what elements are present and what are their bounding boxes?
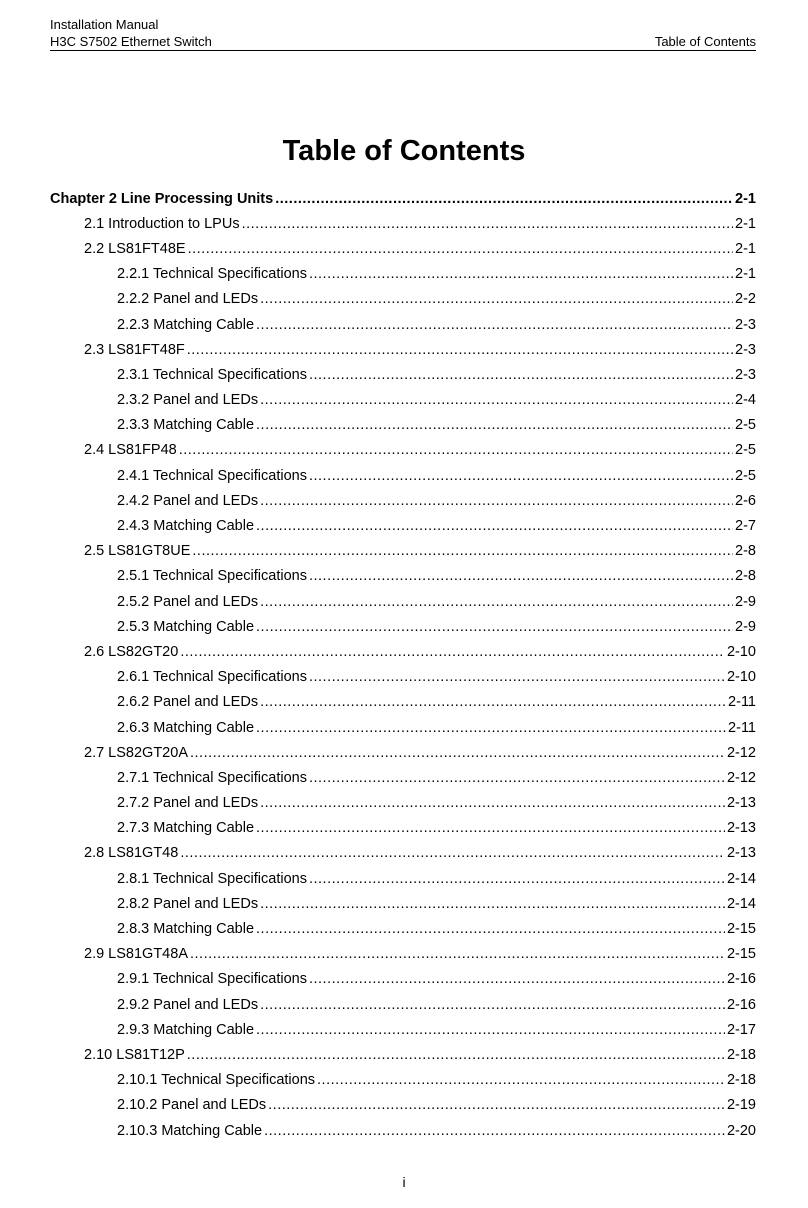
toc-entry[interactable] bbox=[50, 841, 756, 866]
toc-entry-label: 2.5 LS81GT8UE bbox=[84, 543, 191, 560]
toc-dot-leader bbox=[317, 1070, 725, 1090]
toc-entry-label: 2.8.3 Matching Cable bbox=[117, 921, 255, 938]
page-title: Table of Contents bbox=[282, 135, 526, 168]
toc-entry[interactable] bbox=[50, 639, 756, 664]
toc-entry[interactable] bbox=[50, 1118, 756, 1143]
toc-dot-leader bbox=[192, 541, 733, 561]
toc-entry-page: 2-18 bbox=[726, 1072, 756, 1089]
header-manual-title: Installation Manual bbox=[50, 17, 159, 32]
toc-dot-leader bbox=[309, 667, 725, 687]
toc-entry-label: 2.3.1 Technical Specifications bbox=[117, 366, 307, 383]
toc-dot-leader bbox=[179, 440, 733, 460]
toc-entry-label: 2.6.1 Technical Specifications bbox=[117, 669, 307, 686]
toc-entry-label: Chapter 2 Line Processing Units bbox=[50, 190, 274, 207]
toc-entry-page: 2-5 bbox=[735, 442, 756, 459]
toc-entry-page: 2-16 bbox=[726, 996, 756, 1013]
toc-entry[interactable] bbox=[50, 690, 756, 715]
toc-entry[interactable] bbox=[50, 211, 756, 236]
toc-dot-leader bbox=[309, 466, 733, 486]
toc-dot-leader bbox=[256, 315, 733, 335]
toc-entry[interactable] bbox=[50, 539, 756, 564]
toc-entry[interactable] bbox=[50, 1093, 756, 1118]
toc-dot-leader bbox=[309, 264, 733, 284]
toc-entry[interactable] bbox=[50, 765, 756, 790]
toc-entry-label: 2.5.1 Technical Specifications bbox=[117, 568, 307, 585]
toc-entry[interactable] bbox=[50, 589, 756, 614]
toc-dot-leader bbox=[268, 1095, 725, 1115]
toc-entry-page: 2-2 bbox=[735, 291, 756, 308]
toc-entry[interactable] bbox=[50, 740, 756, 765]
toc-dot-leader bbox=[256, 415, 733, 435]
toc-entry-page: 2-12 bbox=[726, 744, 756, 761]
toc-entry-label: 2.4.3 Matching Cable bbox=[117, 518, 255, 535]
page-number: i bbox=[402, 1174, 406, 1190]
toc-entry-page: 2-4 bbox=[735, 392, 756, 409]
toc-entry-label: 2.4.2 Panel and LEDs bbox=[117, 492, 259, 509]
toc-dot-leader bbox=[260, 289, 733, 309]
toc-entry[interactable] bbox=[50, 186, 756, 211]
toc-dot-leader bbox=[256, 1020, 725, 1040]
toc-dot-leader bbox=[309, 365, 733, 385]
toc-dot-leader bbox=[309, 969, 725, 989]
toc-entry[interactable] bbox=[50, 438, 756, 463]
toc-entry-page: 2-1 bbox=[735, 240, 756, 257]
toc-entry[interactable] bbox=[50, 715, 756, 740]
toc-entry-page: 2-17 bbox=[726, 1021, 756, 1038]
toc-entry[interactable] bbox=[50, 388, 756, 413]
toc-entry-page: 2-14 bbox=[726, 895, 756, 912]
toc-entry-page: 2-12 bbox=[726, 769, 756, 786]
toc-entry-page: 2-16 bbox=[726, 971, 756, 988]
toc-entry-label: 2.3.2 Panel and LEDs bbox=[117, 392, 259, 409]
toc-entry-page: 2-10 bbox=[726, 669, 756, 686]
toc-entry-label: 2.9.2 Panel and LEDs bbox=[117, 996, 259, 1013]
toc-entry-label: 2.9.1 Technical Specifications bbox=[117, 971, 307, 988]
toc-entry[interactable] bbox=[50, 665, 756, 690]
toc-entry-label: 2.7.3 Matching Cable bbox=[117, 820, 255, 837]
toc-dot-leader bbox=[256, 818, 725, 838]
toc-dot-leader bbox=[275, 189, 733, 209]
toc-entry-label: 2.5.3 Matching Cable bbox=[117, 618, 255, 635]
toc-entry-page: 2-11 bbox=[728, 719, 756, 736]
toc-entry-label: 2.2 LS81FT48E bbox=[84, 240, 186, 257]
table-of-contents bbox=[50, 186, 756, 1143]
toc-entry-label: 2.10 LS81T12P bbox=[84, 1046, 185, 1063]
toc-dot-leader bbox=[260, 894, 725, 914]
toc-entry-page: 2-1 bbox=[735, 215, 756, 232]
toc-entry-page: 2-20 bbox=[726, 1122, 756, 1139]
toc-entry-label: 2.9 LS81GT48A bbox=[84, 946, 188, 963]
toc-entry-page: 2-9 bbox=[735, 593, 756, 610]
toc-entry-page: 2-8 bbox=[735, 543, 756, 560]
toc-entry-page: 2-3 bbox=[735, 316, 756, 333]
toc-entry-label: 2.3.3 Matching Cable bbox=[117, 417, 255, 434]
toc-entry-page: 2-13 bbox=[726, 820, 756, 837]
toc-entry-page: 2-3 bbox=[735, 366, 756, 383]
toc-entry[interactable] bbox=[50, 262, 756, 287]
toc-dot-leader bbox=[188, 239, 733, 259]
toc-entry[interactable] bbox=[50, 1068, 756, 1093]
toc-entry[interactable] bbox=[50, 614, 756, 639]
toc-entry-page: 2-5 bbox=[735, 467, 756, 484]
toc-dot-leader bbox=[309, 566, 733, 586]
toc-entry-page: 2-13 bbox=[726, 845, 756, 862]
toc-dot-leader bbox=[264, 1121, 725, 1141]
toc-entry-label: 2.2.1 Technical Specifications bbox=[117, 266, 307, 283]
toc-entry-page: 2-5 bbox=[735, 417, 756, 434]
toc-dot-leader bbox=[260, 995, 725, 1015]
toc-entry-label: 2.8.2 Panel and LEDs bbox=[117, 895, 259, 912]
toc-entry-label: 2.6 LS82GT20 bbox=[84, 643, 179, 660]
toc-entry-label: 2.2.2 Panel and LEDs bbox=[117, 291, 259, 308]
toc-entry[interactable] bbox=[50, 362, 756, 387]
toc-entry[interactable] bbox=[50, 413, 756, 438]
toc-entry-label: 2.4 LS81FP48 bbox=[84, 442, 177, 459]
toc-entry-label: 2.4.1 Technical Specifications bbox=[117, 467, 307, 484]
toc-dot-leader bbox=[260, 692, 726, 712]
toc-entry-page: 2-1 bbox=[735, 190, 756, 207]
toc-dot-leader bbox=[256, 718, 726, 738]
toc-entry-label: 2.1 Introduction to LPUs bbox=[84, 215, 240, 232]
toc-entry-page: 2-19 bbox=[726, 1097, 756, 1114]
toc-entry-label: 2.9.3 Matching Cable bbox=[117, 1021, 255, 1038]
toc-dot-leader bbox=[260, 793, 725, 813]
toc-dot-leader bbox=[256, 919, 725, 939]
toc-entry-label: 2.6.2 Panel and LEDs bbox=[117, 694, 259, 711]
toc-entry-page: 2-9 bbox=[735, 618, 756, 635]
toc-entry-label: 2.5.2 Panel and LEDs bbox=[117, 593, 259, 610]
toc-dot-leader bbox=[309, 768, 725, 788]
toc-entry[interactable] bbox=[50, 1017, 756, 1042]
toc-entry-label: 2.2.3 Matching Cable bbox=[117, 316, 255, 333]
toc-dot-leader bbox=[180, 843, 725, 863]
toc-entry-page: 2-15 bbox=[726, 946, 756, 963]
toc-entry-page: 2-1 bbox=[735, 266, 756, 283]
toc-dot-leader bbox=[260, 390, 733, 410]
header-divider bbox=[50, 50, 756, 51]
toc-entry[interactable] bbox=[50, 1042, 756, 1067]
toc-entry-page: 2-3 bbox=[735, 341, 756, 358]
toc-entry-label: 2.7.1 Technical Specifications bbox=[117, 769, 307, 786]
toc-entry-page: 2-18 bbox=[726, 1046, 756, 1063]
page-header bbox=[50, 16, 756, 50]
toc-entry[interactable] bbox=[50, 463, 756, 488]
toc-entry-label: 2.3 LS81FT48F bbox=[84, 341, 185, 358]
toc-entry-label: 2.6.3 Matching Cable bbox=[117, 719, 255, 736]
toc-entry-page: 2-6 bbox=[735, 492, 756, 509]
header-section-name: Table of Contents bbox=[654, 34, 756, 49]
toc-entry[interactable] bbox=[50, 791, 756, 816]
toc-entry-label: 2.10.2 Panel and LEDs bbox=[117, 1097, 267, 1114]
toc-entry-page: 2-11 bbox=[728, 694, 756, 711]
toc-entry[interactable] bbox=[50, 312, 756, 337]
toc-entry[interactable] bbox=[50, 942, 756, 967]
toc-dot-leader bbox=[256, 516, 733, 536]
toc-dot-leader bbox=[260, 491, 733, 511]
toc-entry[interactable] bbox=[50, 236, 756, 261]
toc-entry[interactable] bbox=[50, 287, 756, 312]
toc-dot-leader bbox=[260, 592, 733, 612]
toc-entry-page: 2-7 bbox=[735, 518, 756, 535]
toc-entry[interactable] bbox=[50, 967, 756, 992]
toc-dot-leader bbox=[190, 743, 725, 763]
toc-dot-leader bbox=[180, 642, 725, 662]
header-product-name: H3C S7502 Ethernet Switch bbox=[50, 34, 212, 49]
toc-entry-label: 2.10.3 Matching Cable bbox=[117, 1122, 263, 1139]
toc-entry[interactable] bbox=[50, 992, 756, 1017]
toc-entry[interactable] bbox=[50, 816, 756, 841]
toc-dot-leader bbox=[187, 1045, 725, 1065]
toc-entry-page: 2-15 bbox=[726, 921, 756, 938]
toc-entry-label: 2.8 LS81GT48 bbox=[84, 845, 179, 862]
toc-entry-page: 2-8 bbox=[735, 568, 756, 585]
toc-entry[interactable] bbox=[50, 866, 756, 891]
toc-dot-leader bbox=[309, 869, 725, 889]
toc-entry-label: 2.8.1 Technical Specifications bbox=[117, 870, 307, 887]
toc-entry[interactable] bbox=[50, 916, 756, 941]
toc-entry-page: 2-13 bbox=[726, 795, 756, 812]
toc-entry-label: 2.7 LS82GT20A bbox=[84, 744, 188, 761]
toc-dot-leader bbox=[242, 214, 733, 234]
toc-entry-page: 2-10 bbox=[726, 643, 756, 660]
toc-entry[interactable] bbox=[50, 891, 756, 916]
toc-entry[interactable] bbox=[50, 488, 756, 513]
toc-dot-leader bbox=[256, 617, 733, 637]
toc-entry-page: 2-14 bbox=[726, 870, 756, 887]
toc-entry[interactable] bbox=[50, 513, 756, 538]
toc-dot-leader bbox=[190, 944, 725, 964]
toc-entry-label: 2.7.2 Panel and LEDs bbox=[117, 795, 259, 812]
toc-entry[interactable] bbox=[50, 337, 756, 362]
toc-entry-label: 2.10.1 Technical Specifications bbox=[117, 1072, 316, 1089]
toc-dot-leader bbox=[187, 340, 733, 360]
toc-entry[interactable] bbox=[50, 564, 756, 589]
